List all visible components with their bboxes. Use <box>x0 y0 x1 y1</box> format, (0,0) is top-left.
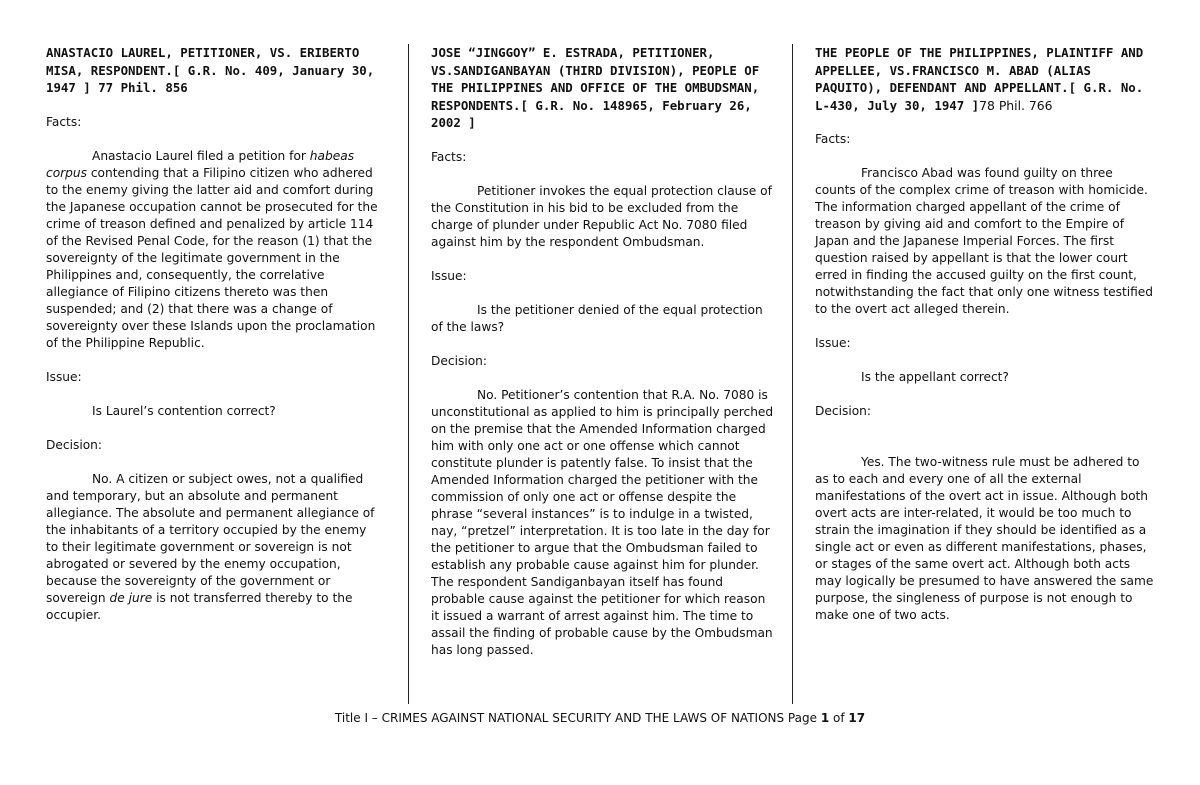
case-title: JOSE “JINGGOY” E. ESTRADA, PETITIONER, VS.SANDIGANBAYAN (THIRD DIVISION), PEOPLE OF THE PHILIPPINES AND OFFICE OF THE OMBUDSMAN, RESPONDENTS.[ G.R. No. 148965, February 26, 2002 ] <box>431 45 760 130</box>
facts-text: Petitioner invokes the equal protection clause of the Constitution in his bid to be excluded from the charge of plunder under Republic Act No. 7080 filed against him by the respondent Ombudsman. <box>431 183 772 249</box>
case-column-abad <box>815 44 1155 624</box>
case-title: ANASTACIO LAUREL, PETITIONER, VS. ERIBERTO MISA, RESPONDENT.[ G.R. No. 409, January 30, 1947 ] 77 Phil. 856 <box>46 45 375 95</box>
column-divider-2 <box>792 44 793 704</box>
issue-text: Is the appellant correct? <box>861 370 1009 384</box>
issue-label: Issue: <box>815 336 851 350</box>
case-column-estrada <box>431 44 775 659</box>
page-number: 1 <box>820 711 830 725</box>
decision-text: No. Petitioner’s contention that R.A. No. 7080 is unconstitutional as applied to him is principally perched on the premise that the Amended Information charged him with only one act or one offense which cannot constitute plunder is patently false. To insist that the Amended Information charged the petitioner with the commission of only one act or offense despite the phrase “several instances” is to indulge in a twisted, nay, “pretzel” interpretation. It is too late in the day for the petitioner to argue that the Ombudsman failed to establish any probable cause against him for plunder. The respondent Sandiganbayan itself has found probable cause against the petitioner for which reason it issued a warrant of arrest against him. The time to assail the finding of probable cause by the Ombudsman has long passed. <box>431 387 774 657</box>
decision-label: Decision: <box>431 353 487 368</box>
decision-text: Yes. The two-witness rule must be adhered to as to each and every one of all the external manifestations of the overt act in issue. Although both overt acts are inter-related, it would be too much to strain the imagination if they should be identified as a single act or even as different manifestations, phases, or stages of the same overt act. Although both acts may logically be presumed to have answered the same purpose, the singleness of purpose is not enough to make one of two acts. <box>815 455 1154 622</box>
issue-label: Issue: <box>431 268 467 283</box>
facts-label: Facts: <box>815 132 851 146</box>
case-citation: 78 Phil. 766 <box>979 97 1053 113</box>
facts-label: Facts: <box>46 114 82 129</box>
issue-text: Is the petitioner denied of the equal protection of the laws? <box>431 302 763 334</box>
decision-text: No. A citizen or subject owes, not a qualified and temporary, but an absolute and permanent allegiance. The absolute and permanent allegiance of the inhabitants of a territory occupied by the enemy to their legitimate government or sovereign is not abrogated or severed by the enemy occupation, because the sovereignty of the government or sovereign de jure is not transferred thereby to the occupier. <box>46 471 375 622</box>
issue-text: Is Laurel’s contention correct? <box>92 403 276 418</box>
case-column-laurel <box>46 44 382 624</box>
facts-text: Francisco Abad was found guilty on three counts of the complex crime of treason with homicide. The information charged appellant of the crime of treason by giving aid and comfort to the Empire of Japan and the Japanese Imperial Forces. The first question raised by appellant is that the lower court erred in finding the accused guilty on the first count, notwithstanding the fact that only one witness testified to the overt act alleged therein. <box>815 166 1154 316</box>
footer-title: Title I – CRIMES AGAINST NATIONAL SECURITY AND THE LAWS OF NATIONS Page <box>334 711 821 725</box>
case-title: THE PEOPLE OF THE PHILIPPINES, PLAINTIFF AND APPELLEE, VS.FRANCISCO M. ABAD (ALIAS PAQUITO), DEFENDANT AND APPELLANT.[ G.R. No. L-430, July 30, 1947 ]78 Phil. 766 <box>815 45 1144 113</box>
column-divider-1 <box>408 44 409 704</box>
page-footer: Title I – CRIMES AGAINST NATIONAL SECURITY AND THE LAWS OF NATIONS Page 1 of 17 <box>334 711 866 725</box>
facts-label: Facts: <box>431 149 467 164</box>
page-total: 17 <box>848 711 866 725</box>
decision-label: Decision: <box>46 437 102 452</box>
facts-text: Anastacio Laurel filed a petition for habeas corpus contending that a Filipino citizen who adhered to the enemy giving the latter aid and comfort during the Japanese occupation cannot be prosecuted for the crime of treason defined and penalized by article 114 of the Revised Penal Code, for the reason (1) that the sovereignty of the legitimate government in the Philippines and, consequently, the correlative allegiance of Filipino citizens thereto was then suspended; and (2) that there was a change of sovereignty over these Islands upon the proclamation of the Philippine Republic. <box>46 148 378 350</box>
decision-label: Decision: <box>815 404 871 418</box>
issue-label: Issue: <box>46 369 82 384</box>
